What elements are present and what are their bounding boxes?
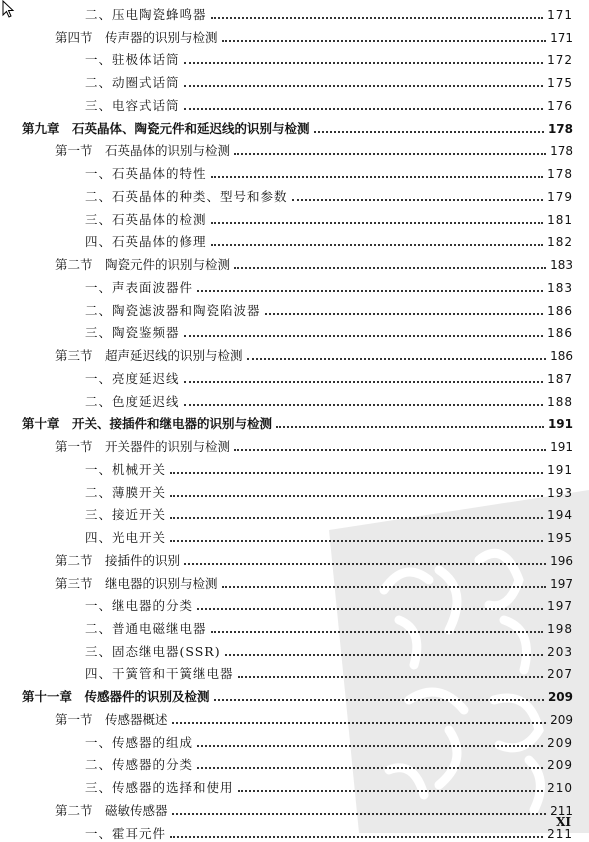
dot-leader <box>238 676 544 678</box>
toc-item-entry <box>85 230 573 250</box>
toc-entry-title: 二、普通电磁继电器 <box>85 620 207 636</box>
toc-section-entry <box>55 344 573 364</box>
dot-leader <box>184 381 544 383</box>
toc-entry-page: 176 <box>547 98 573 113</box>
toc-item-entry <box>85 185 573 205</box>
toc-item-entry <box>85 94 573 114</box>
toc-item-entry <box>85 640 573 660</box>
toc-entry-title: 第三节 超声延迟线的识别与检测 <box>55 348 243 364</box>
toc-entry-title: 二、传感器的分类 <box>85 757 194 773</box>
toc-entry-title: 二、薄膜开关 <box>85 484 167 500</box>
toc-entry-page: 211 <box>550 803 573 818</box>
toc-entry-page: 178 <box>547 167 573 182</box>
toc-section-entry <box>55 253 573 273</box>
toc-entry-page: 191 <box>550 440 573 455</box>
toc-entry-page: 211 <box>547 826 573 841</box>
toc-entry-title: 四、石英晶体的修理 <box>85 234 207 250</box>
dot-leader <box>265 313 544 315</box>
toc-entry-page: 186 <box>547 326 573 341</box>
toc-entry-title: 第一节 传感器概述 <box>55 711 168 727</box>
dot-leader <box>197 608 543 610</box>
dot-leader <box>314 131 544 133</box>
toc-entry-title: 一、亮度延迟线 <box>85 370 180 386</box>
dot-leader <box>170 495 543 497</box>
toc-entry-title: 三、接近开关 <box>85 507 167 523</box>
toc-item-entry <box>85 776 573 796</box>
dot-leader <box>211 222 544 224</box>
toc-item-entry <box>85 526 573 546</box>
toc-entry-page: 181 <box>547 212 573 227</box>
toc-item-entry <box>85 458 573 478</box>
toc-entry-title: 四、干簧管和干簧继电器 <box>85 666 234 682</box>
toc-entry-title: 一、机械开关 <box>85 461 167 477</box>
toc-chapter-entry <box>22 412 573 432</box>
dot-leader <box>184 404 544 406</box>
toc-entry-title: 一、声表面波器件 <box>85 279 194 295</box>
dot-leader <box>211 244 544 246</box>
toc-entry-page: 197 <box>550 576 573 591</box>
toc-entry-title: 三、传感器的选择和使用 <box>85 780 234 796</box>
toc-entry-title: 一、驻极体话筒 <box>85 52 180 68</box>
toc-entry-title: 第四节 传声器的识别与检测 <box>55 29 218 45</box>
toc-item-entry <box>85 617 573 637</box>
toc-item-entry <box>85 276 573 296</box>
toc-entry-page: 209 <box>547 735 573 750</box>
toc-entry-title: 一、霍耳元件 <box>85 825 167 841</box>
toc-entry-page: 209 <box>547 690 573 705</box>
dot-leader <box>211 631 544 633</box>
dot-leader <box>234 267 546 269</box>
toc-entry-title: 三、石英晶体的检测 <box>85 211 207 227</box>
toc-item-entry <box>85 481 573 501</box>
toc-entry-page: 186 <box>547 303 573 318</box>
dot-leader <box>222 40 547 42</box>
toc-chapter-entry <box>22 117 573 137</box>
toc-entry-page: 195 <box>547 531 573 546</box>
toc-entry-page: 172 <box>547 53 573 68</box>
toc-entry-title: 第九章 石英晶体、陶瓷元件和延迟线的识别与检测 <box>22 120 310 136</box>
toc-entry-page: 171 <box>547 8 573 22</box>
dot-leader <box>170 517 543 519</box>
toc-entry-title: 二、压电陶瓷蜂鸣器 <box>85 7 207 22</box>
dot-leader <box>222 586 547 588</box>
toc-entry-page: 196 <box>550 553 573 568</box>
toc-entry-title: 二、色度延迟线 <box>85 393 180 409</box>
toc-entry-page: 193 <box>547 485 573 500</box>
toc-entry-page: 210 <box>547 781 573 796</box>
page-number: XI <box>556 815 571 829</box>
toc-entry-page: 186 <box>550 349 573 364</box>
toc-entry-page: 198 <box>547 621 573 636</box>
dot-leader <box>234 153 546 155</box>
dot-leader <box>211 176 544 178</box>
toc-section-entry <box>55 708 573 728</box>
toc-entry-title: 第十一章 传感器件的识别及检测 <box>22 689 210 705</box>
toc-entry-page: 207 <box>547 667 573 682</box>
toc-item-entry <box>85 731 573 751</box>
toc-section-entry <box>55 26 573 46</box>
dot-leader <box>172 722 547 724</box>
toc-item-entry <box>85 208 573 228</box>
dot-leader <box>197 745 543 747</box>
toc-entry-title: 三、固态继电器(SSR) <box>85 643 221 659</box>
toc-entry-title: 第一节 开关器件的识别与检测 <box>55 439 231 455</box>
dot-leader <box>184 62 544 64</box>
toc-entry-title: 二、石英晶体的种类、型号和参数 <box>85 188 288 204</box>
dot-leader <box>170 472 543 474</box>
toc-entry-page: 191 <box>547 462 573 477</box>
toc-entry-page: 178 <box>550 144 573 159</box>
dot-leader <box>184 85 544 87</box>
toc-entry-page: 209 <box>550 712 573 727</box>
toc-entry-page: 183 <box>547 280 573 295</box>
dot-leader <box>172 813 547 815</box>
toc-chapter-entry <box>22 685 573 705</box>
dot-leader <box>184 335 544 337</box>
dot-leader <box>238 790 544 792</box>
dot-leader <box>247 358 547 360</box>
dot-leader <box>170 540 543 542</box>
dot-leader <box>234 449 546 451</box>
toc-item-entry <box>85 503 573 523</box>
toc-entry-title: 第十章 开关、接插件和继电器的识别与检测 <box>22 416 273 432</box>
toc-entry-title: 三、电容式话筒 <box>85 97 180 113</box>
toc-entry-page: 179 <box>547 189 573 204</box>
toc-item-entry <box>85 3 573 23</box>
toc-entry-title: 一、传感器的组成 <box>85 734 194 750</box>
dot-leader <box>184 108 544 110</box>
toc-entry-title: 一、继电器的分类 <box>85 598 194 614</box>
toc-entry-page: 187 <box>547 371 573 386</box>
toc-entry-page: 188 <box>547 394 573 409</box>
toc-section-entry <box>55 799 573 819</box>
dot-leader <box>184 563 546 565</box>
toc-entry-title: 四、光电开关 <box>85 530 167 546</box>
toc-item-entry <box>85 162 573 182</box>
toc-item-entry <box>85 71 573 91</box>
toc-item-entry <box>85 390 573 410</box>
toc-item-entry <box>85 48 573 68</box>
toc-entry-page: 178 <box>547 121 573 136</box>
toc-item-entry <box>85 753 573 773</box>
toc-item-entry <box>85 594 573 614</box>
toc-entry-title: 三、陶瓷鉴频器 <box>85 325 180 341</box>
toc-section-entry <box>55 139 573 159</box>
dot-leader <box>211 17 544 19</box>
toc-section-entry <box>55 549 573 569</box>
toc-entry-title: 第二节 磁敏传感器 <box>55 802 168 818</box>
toc-item-entry <box>85 367 573 387</box>
toc-entry-page: 209 <box>547 758 573 773</box>
dot-leader <box>197 767 543 769</box>
dot-leader <box>225 654 544 656</box>
dot-leader <box>276 426 544 428</box>
toc-entry-title: 第二节 接插件的识别 <box>55 552 181 568</box>
toc-entry-page: 182 <box>547 235 573 250</box>
dot-leader <box>197 290 543 292</box>
toc-section-entry <box>55 435 573 455</box>
toc-entry-page: 175 <box>547 76 573 91</box>
toc-entry-title: 第一节 石英晶体的识别与检测 <box>55 143 231 159</box>
toc-item-entry <box>85 321 573 341</box>
toc-item-entry <box>85 299 573 319</box>
toc-item-entry <box>85 662 573 682</box>
toc-entry-page: 171 <box>550 30 573 45</box>
toc-entry-title: 二、陶瓷滤波器和陶瓷陷波器 <box>85 302 261 318</box>
toc-entry-page: 183 <box>550 258 573 273</box>
toc-item-entry <box>85 822 573 842</box>
toc-entry-page: 194 <box>547 508 573 523</box>
toc-entry-page: 203 <box>547 644 573 659</box>
dot-leader <box>170 836 543 838</box>
toc-section-entry <box>55 572 573 592</box>
toc-entry-title: 第三节 继电器的识别与检测 <box>55 575 218 591</box>
toc-entry-title: 一、石英晶体的特性 <box>85 166 207 182</box>
toc-entry-page: 191 <box>547 417 573 432</box>
toc-entry-title: 二、动圈式话筒 <box>85 75 180 91</box>
dot-leader <box>214 699 544 701</box>
toc-entry-title: 第二节 陶瓷元件的识别与检测 <box>55 257 231 273</box>
toc-entry-page: 197 <box>547 599 573 614</box>
dot-leader <box>292 199 544 201</box>
